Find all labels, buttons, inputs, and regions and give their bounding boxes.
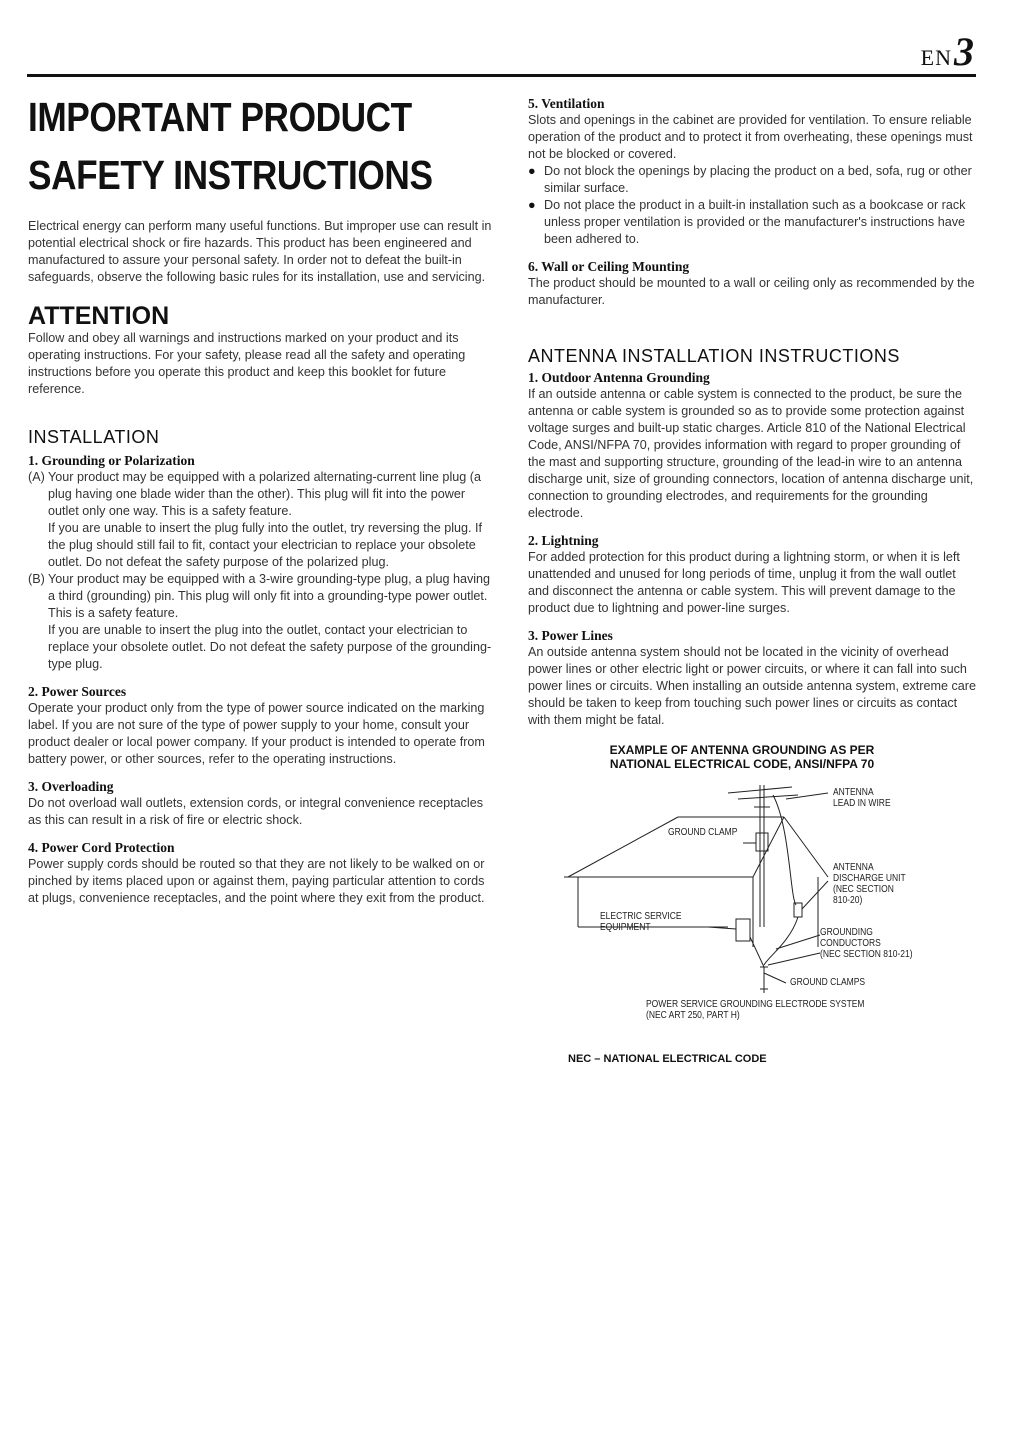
bullet-text: Do not block the openings by placing the product on a bed, sofa, rug or other similar surface. (544, 164, 972, 195)
paragraph: (A) Your product may be equipped with a polarized alternating-current line plug (a plug having one blade wider than the other). This plug will fit into the power outlet only one way. This is a safety feature. (28, 470, 481, 518)
paragraph: Do not overload wall outlets, extension cords, or integral convenience receptacles as this can result in a risk of fire or electric shock. (28, 796, 484, 827)
figure-title (528, 743, 976, 771)
left-column (28, 88, 494, 907)
subsection-title: 5. Ventilation (528, 96, 605, 111)
title-line-2: SAFETY INSTRUCTIONS (28, 152, 433, 198)
subsection-title: 3. Overloading (28, 779, 114, 794)
subsection-title: 2. Power Sources (28, 684, 127, 699)
subsection-title: 2. Lightning (528, 533, 599, 548)
paragraph: If you are unable to insert the plug into the outlet, contact your electrician to replace your obsolete outlet. Do not defeat the safety purpose of the grounding-type plug. (48, 623, 492, 671)
figure-title-line-1: EXAMPLE OF ANTENNA GROUNDING AS PER (609, 743, 875, 757)
paragraph: The product should be mounted to a wall or ceiling only as recommended by the manufacturer. (528, 276, 975, 307)
label-grounding-conductors: GROUNDING CONDUCTORS (NEC SECTION 810-21) (820, 927, 913, 960)
page-title (28, 88, 475, 204)
header-rule (27, 74, 976, 77)
bullet-item (528, 163, 976, 197)
page-number (921, 28, 974, 75)
page-num: 3 (954, 29, 974, 74)
paragraph: Operate your product only from the type of power source indicated on the marking label. If you are not sure of the type of power supply to your home, consult your product dealer or local power company. If your product is intended to operate from battery power, or other sources, refer to the operating instructions. (28, 701, 485, 766)
language-code: EN (920, 45, 952, 70)
intro-paragraph: Electrical energy can perform many useful functions. But improper use can result in potential electrical shock or fire hazards. This product has been engineered and manufactured to assure your personal safety. In order not to defeat the built-in safeguards, observe the following basic rules for its installation, use and servicing. (28, 219, 492, 284)
paragraph: Power supply cords should be routed so that they are not likely to be walked on or pinched by items placed upon or against them, paying particular attention to cords at plugs, convenience receptacles, and the point where they exit from the product. (28, 857, 485, 905)
label-ground-clamps: GROUND CLAMPS (790, 977, 866, 988)
subsection-title: 3. Power Lines (528, 628, 613, 643)
attention-text: Follow and obey all warnings and instructions marked on your product and its operating instructions. For your safety, please read all the safety and operating instructions before you operate this product and keep this booklet for future reference. (28, 331, 466, 396)
figure-footnote: NEC – NATIONAL ELECTRICAL CODE (568, 1053, 767, 1065)
bullet-icon: ● (528, 198, 536, 212)
right-column (528, 95, 976, 1068)
subsection-title: 4. Power Cord Protection (28, 840, 175, 855)
installation-heading: INSTALLATION (28, 427, 160, 447)
paragraph: (B) Your product may be equipped with a 3-wire grounding-type plug, a plug having a third (grounding) pin. This plug will only fit into a grounding-type power outlet. This is a safety feature. (28, 572, 491, 620)
label-service-equipment: ELECTRIC SERVICE EQUIPMENT (600, 911, 682, 933)
label-antenna-lead: ANTENNA LEAD IN WIRE (833, 787, 891, 809)
bullet-text: Do not place the product in a built-in installation such as a bookcase or rack unless proper ventilation is provided or the manufacturer's instructions have been adhered to. (544, 198, 966, 246)
subsection-title: 1. Outdoor Antenna Grounding (528, 370, 710, 385)
paragraph: If you are unable to insert the plug fully into the outlet, try reversing the plug. If the plug should still fail to fit, contact your electrician to replace your obsolete outlet. Do not defeat the safety purpose of the polarized plug. (48, 521, 483, 569)
page-header (0, 0, 1018, 80)
subsection-title: 6. Wall or Ceiling Mounting (528, 259, 690, 274)
label-ground-clamp: GROUND CLAMP (668, 827, 738, 838)
paragraph: Slots and openings in the cabinet are provided for ventilation. To ensure reliable operation of the product and to protect it from overheating, these openings must not be blocked or covered. (528, 113, 973, 161)
paragraph: If an outside antenna or cable system is connected to the product, be sure the antenna or cable system is grounded so as to provide some protection against voltage surges and built-up static charges. Article 810 of the National Electrical Code, ANSI/NFPA 70, provides information with regard to proper grounding of the mast and supporting structure, grounding of the lead-in wire to an antenna discharge unit, size of grounding connectors, location of antenna discharge unit, connection to grounding electrodes, and requirements for the grounding electrode. (528, 387, 974, 520)
paragraph: For added protection for this product during a lightning storm, or when it is left unattended and unused for long periods of time, unplug it from the wall outlet and disconnect the antenna or cable system. This will prevent damage to the product due to lightning and power-line surges. (528, 550, 960, 615)
title-line-1: IMPORTANT PRODUCT (28, 94, 412, 140)
label-electrode-system: POWER SERVICE GROUNDING ELECTRODE SYSTEM (NEC ART 250, PART H) (646, 999, 865, 1021)
attention-heading: ATTENTION (28, 302, 170, 330)
paragraph: An outside antenna system should not be located in the vicinity of overhead power lines or other electric light or power circuits, or where it can fall into such power lines or circuits. When installing an outside antenna system, extreme care should be taken to keep from touching such power lines or circuits as contact with them might be fatal. (528, 645, 976, 727)
subsection-title: 1. Grounding or Polarization (28, 453, 195, 468)
label-discharge-unit: ANTENNA DISCHARGE UNIT (NEC SECTION 810-20) (833, 862, 906, 906)
figure-title-line-2: NATIONAL ELECTRICAL CODE, ANSI/NFPA 70 (609, 757, 875, 771)
bullet-icon: ● (528, 164, 536, 178)
antenna-grounding-diagram (528, 777, 976, 1047)
bullet-item (528, 197, 976, 248)
antenna-heading: ANTENNA INSTALLATION INSTRUCTIONS (528, 346, 900, 366)
